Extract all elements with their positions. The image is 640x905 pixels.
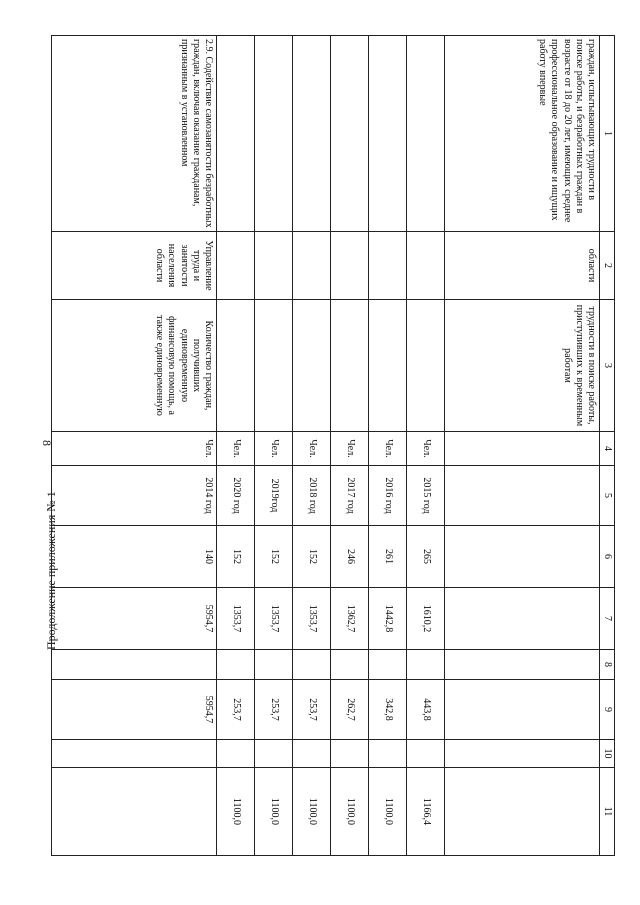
cell-value: 1100,0 — [331, 768, 369, 856]
cell-value: 253,7 — [293, 680, 331, 740]
table-row — [217, 36, 255, 856]
cell-value — [217, 650, 255, 680]
cell-year: 2020 год — [217, 466, 255, 526]
cell-empty — [445, 768, 600, 856]
cell-value: 152 — [217, 526, 255, 588]
cell-value — [293, 740, 331, 768]
cell-indicator: трудности в поиске работы, приступивших к временным работам — [445, 300, 600, 432]
cell-value: 246 — [331, 526, 369, 588]
header-row — [600, 36, 615, 856]
table-row — [255, 36, 293, 856]
cell-year: 2018 год — [293, 466, 331, 526]
cell-indicator — [407, 300, 445, 432]
cell-value: 1100,0 — [369, 768, 407, 856]
header-cell: 9 — [600, 680, 615, 740]
cell-value: 1442,8 — [369, 588, 407, 650]
cell-executor — [331, 232, 369, 300]
table-row — [52, 36, 217, 856]
cell-value — [331, 740, 369, 768]
continuation-text: Продолжение приложения № 1 — [44, 491, 58, 650]
cell-empty — [445, 740, 600, 768]
cell-empty — [445, 526, 600, 588]
cell-value: 342,8 — [369, 680, 407, 740]
cell-activity: граждан, испытывающих трудности в поиске работы, и безработных граждан в возрасте от 18 до 20 лет, имеющих среднее профессиональное образование и ищущих работу впервые — [445, 36, 600, 232]
cell-unit: Чел. — [52, 432, 217, 466]
cell-value: 253,7 — [217, 680, 255, 740]
cell-value: 1166,4 — [407, 768, 445, 856]
cell-year: 2017 год — [331, 466, 369, 526]
cell-value: 1353,7 — [255, 588, 293, 650]
cell-year: 2015 год — [407, 466, 445, 526]
cell-value: 152 — [293, 526, 331, 588]
cell-indicator — [255, 300, 293, 432]
cell-unit: Чел. — [293, 432, 331, 466]
header-cell: 4 — [600, 432, 615, 466]
cell-indicator — [217, 300, 255, 432]
cell-value — [407, 650, 445, 680]
cell-value — [217, 740, 255, 768]
cell-empty — [445, 650, 600, 680]
header-cell: 6 — [600, 526, 615, 588]
cell-value — [52, 650, 217, 680]
cell-activity: 2.9. Содействие самозанятости безработных граждан, включая оказание гражданам, признанным в установленном — [52, 36, 217, 232]
cell-value: 152 — [255, 526, 293, 588]
cell-value: 1100,0 — [255, 768, 293, 856]
cell-value: 1362,7 — [331, 588, 369, 650]
header-cell: 7 — [600, 588, 615, 650]
cell-activity — [369, 36, 407, 232]
cell-value — [369, 650, 407, 680]
cell-value: 1610,2 — [407, 588, 445, 650]
cell-value — [255, 650, 293, 680]
cell-activity — [407, 36, 445, 232]
cell-value: 1353,7 — [217, 588, 255, 650]
table-row — [331, 36, 369, 856]
cell-value: 1100,0 — [293, 768, 331, 856]
cell-unit: Чел. — [255, 432, 293, 466]
cell-indicator — [293, 300, 331, 432]
cell-year: 2016 год — [369, 466, 407, 526]
cell-value: 1353,7 — [293, 588, 331, 650]
header-cell: 5 — [600, 466, 615, 526]
cell-value: 443,8 — [407, 680, 445, 740]
cell-empty — [445, 588, 600, 650]
cell-executor: Управление труда и занятости населения области — [52, 232, 217, 300]
cell-year: 2014 год — [52, 466, 217, 526]
cell-executor — [369, 232, 407, 300]
cell-executor: области — [445, 232, 600, 300]
cell-empty — [445, 680, 600, 740]
cell-activity — [255, 36, 293, 232]
cell-indicator — [331, 300, 369, 432]
cell-executor — [407, 232, 445, 300]
cell-executor — [255, 232, 293, 300]
cell-empty — [445, 466, 600, 526]
cell-value: 262,7 — [331, 680, 369, 740]
cell-executor — [217, 232, 255, 300]
cell-value — [255, 740, 293, 768]
table-row — [369, 36, 407, 856]
cell-activity — [331, 36, 369, 232]
cell-value: 1100,0 — [217, 768, 255, 856]
cell-activity — [217, 36, 255, 232]
header-cell: 2 — [600, 232, 615, 300]
cell-value: 253,7 — [255, 680, 293, 740]
cell-unit: Чел. — [407, 432, 445, 466]
cell-unit: Чел. — [217, 432, 255, 466]
visible-table — [51, 35, 615, 856]
table-row — [407, 36, 445, 856]
header-cell: 10 — [600, 740, 615, 768]
cell-value — [52, 768, 217, 856]
table-row — [445, 36, 600, 856]
cell-value: 5954,7 — [52, 680, 217, 740]
header-cell: 11 — [600, 768, 615, 856]
cell-value — [52, 740, 217, 768]
header-cell: 1 — [600, 36, 615, 232]
cell-value — [369, 740, 407, 768]
cell-activity — [293, 36, 331, 232]
cell-empty — [445, 432, 600, 466]
cell-year: 2019год — [255, 466, 293, 526]
table-row — [293, 36, 331, 856]
cell-value — [293, 650, 331, 680]
cell-unit: Чел. — [331, 432, 369, 466]
header-cell: 8 — [600, 650, 615, 680]
cell-executor — [293, 232, 331, 300]
cell-indicator — [369, 300, 407, 432]
cell-value: 5954,7 — [52, 588, 217, 650]
cell-value: 261 — [369, 526, 407, 588]
cell-indicator: Количество граждан, получивших единовременную финансовую помощь, а также единовременную — [52, 300, 217, 432]
page-number-label: 8 — [40, 440, 54, 446]
cell-value: 265 — [407, 526, 445, 588]
cell-value — [407, 740, 445, 768]
cell-unit: Чел. — [369, 432, 407, 466]
cell-value: 140 — [52, 526, 217, 588]
header-cell: 3 — [600, 300, 615, 432]
cell-value — [331, 650, 369, 680]
